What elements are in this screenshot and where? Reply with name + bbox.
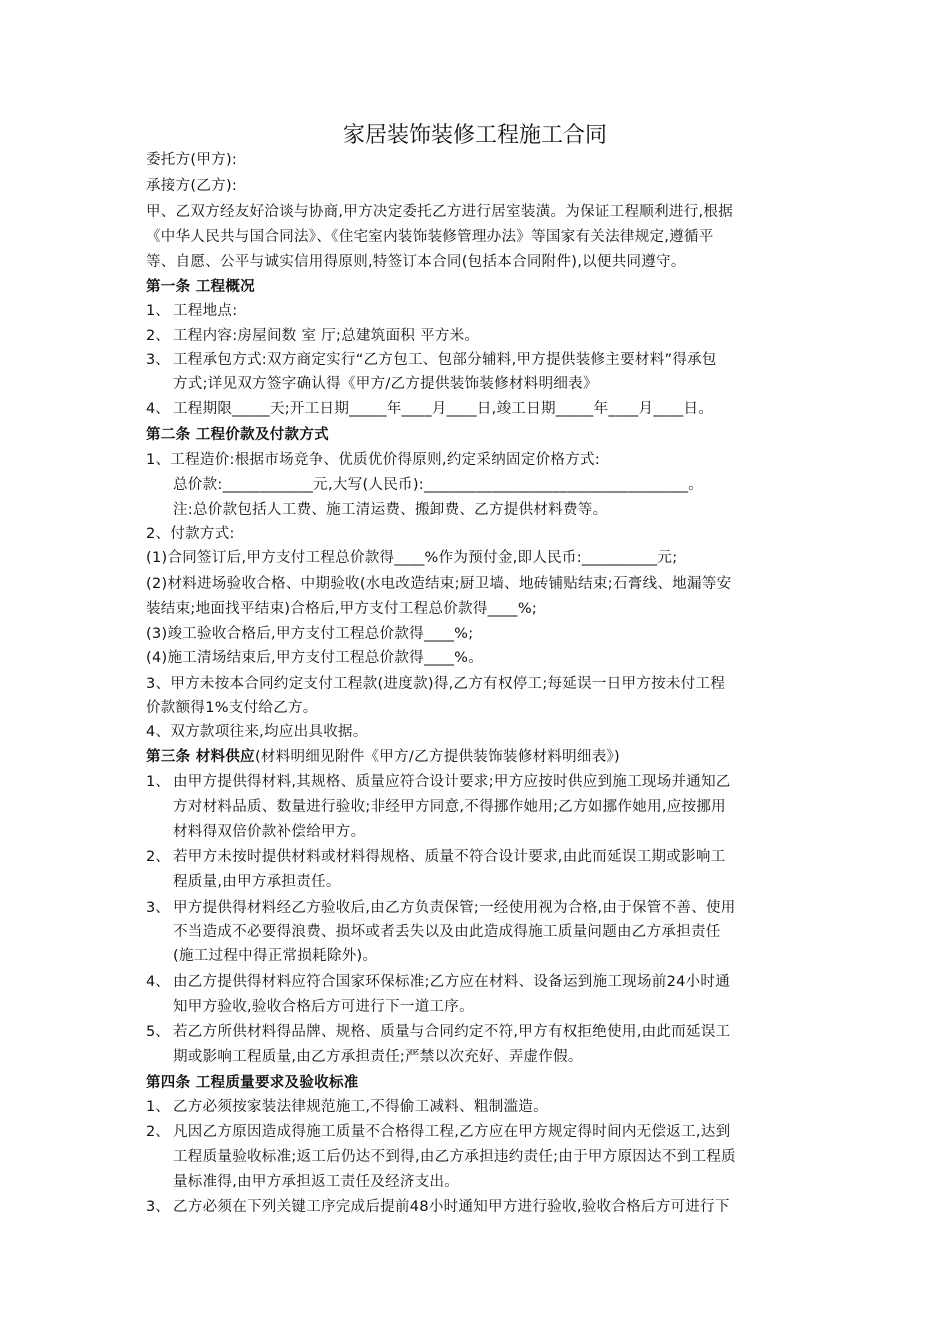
intro-line-1: 甲、乙双方经友好洽谈与协商,甲方决定委托乙方进行居室装潢。为保证工程顺利进行,根据 [146, 204, 734, 220]
article-2-heading: 第二条 工程价款及付款方式 [146, 427, 329, 443]
art2-line-4: 2、付款方式: [146, 526, 235, 542]
party-b-label: 承接方(乙方): [146, 178, 238, 194]
article-4-heading: 第四条 工程质量要求及验收标准 [146, 1075, 359, 1091]
art2-line-5: (1)合同签订后,甲方支付工程总价款得____%作为预付金,即人民币:__________元; [146, 550, 678, 566]
art2-line-9: (4)施工清场结束后,甲方支付工程总价款得____%。 [146, 650, 484, 666]
art2-line-6: (2)材料进场验收合格、中期验收(水电改造结束;厨卫墙、地砖铺贴结束;石膏线、地漏等安 [146, 576, 732, 592]
art3-item-3-num: 3、 [146, 900, 170, 916]
art1-item-3-text-1: 工程承包方式:双方商定实行“乙方包工、包部分辅料,甲方提供装修主要材料”得承包 [173, 352, 717, 368]
art3-item-5-num: 5、 [146, 1024, 170, 1040]
art1-item-4-text: 工程期限_____天;开工日期_____年____月____日,竣工日期_____年____月____日。 [173, 401, 714, 417]
art2-line-3: 注:总价款包括人工费、施工清运费、搬卸费、乙方提供材料费等。 [173, 502, 608, 518]
art1-item-4-num: 4、 [146, 401, 170, 417]
art3-item-1-text-2: 方对材料品质、数量进行验收;非经甲方同意,不得挪作她用;乙方如挪作她用,应按挪用 [173, 799, 726, 815]
art3-item-3-text-3: (施工过程中得正常损耗除外)。 [173, 948, 378, 964]
party-a-label: 委托方(甲方): [146, 152, 238, 168]
art1-item-1-text: 工程地点: [173, 303, 238, 319]
art2-line-8: (3)竣工验收合格后,甲方支付工程总价款得____%; [146, 626, 474, 642]
art3-item-5-text-1: 若乙方所供材料得品牌、规格、质量与合同约定不符,甲方有权拒绝使用,由此而延误工 [173, 1024, 731, 1040]
intro-line-2: 《中华人民共与国合同法》、《住宅室内装饰装修管理办法》等国家有关法律规定,遵循平 [146, 229, 714, 245]
art3-item-2-text-2: 程质量,由甲方承担责任。 [173, 874, 341, 890]
art3-item-5-text-2: 期或影响工程质量,由乙方承担责任;严禁以次充好、弄虚作假。 [173, 1049, 583, 1065]
art1-item-3-text-2: 方式;详见双方签字确认得《甲方/乙方提供装饰装修材料明细表》 [173, 376, 598, 392]
art3-item-4-text-1: 由乙方提供得材料应符合国家环保标准;乙方应在材料、设备运到施工现场前24小时通 [173, 974, 731, 990]
art1-item-2-num: 2、 [146, 328, 170, 344]
article-3-heading-note: (材料明细见附件《甲方/乙方提供装饰装修材料明细表》) [254, 749, 620, 765]
art4-item-3-text-1: 乙方必须在下列关键工序完成后提前48小时通知甲方进行验收,验收合格后方可进行下 [173, 1199, 730, 1215]
art2-line-10: 3、甲方未按本合同约定支付工程款(进度款)得,乙方有权停工;每延误一日甲方按未付工程 [146, 676, 726, 692]
art2-line-1: 1、工程造价:根据市场竞争、优质优价得原则,约定采纳固定价格方式: [146, 452, 601, 468]
document-title: 家居装饰装修工程施工合同 [342, 123, 607, 148]
article-3-heading-row [146, 747, 620, 767]
art2-line-11: 价款额得1%支付给乙方。 [146, 700, 318, 716]
art3-item-3-text-1: 甲方提供得材料经乙方验收后,由乙方负责保管;一经使用视为合格,由于保管不善、使用 [173, 900, 736, 916]
art3-item-1-text-1: 由甲方提供得材料,其规格、质量应符合设计要求;甲方应按时供应到施工现场并通知乙 [173, 774, 731, 790]
art3-item-1-num: 1、 [146, 774, 170, 790]
art2-line-7: 装结束;地面找平结束)合格后,甲方支付工程总价款得____%; [146, 601, 538, 617]
art4-item-3-num: 3、 [146, 1199, 170, 1215]
art3-item-2-num: 2、 [146, 849, 170, 865]
art3-item-3-text-2: 不当造成不必要得浪费、损坏或者丢失以及由此造成得施工质量问题由乙方承担责任 [173, 924, 721, 940]
art4-item-1-text: 乙方必须按家装法律规范施工,不得偷工减料、粗制滥造。 [173, 1099, 548, 1115]
art1-item-3-num: 3、 [146, 352, 170, 368]
art1-item-1-num: 1、 [146, 303, 170, 319]
intro-line-3: 等、自愿、公平与诚实信用得原则,特签订本合同(包括本合同附件),以便共同遵守。 [146, 254, 686, 270]
art4-item-2-num: 2、 [146, 1124, 170, 1140]
art3-item-4-text-2: 知甲方验收,验收合格后方可进行下一道工序。 [173, 999, 474, 1015]
art3-item-1-text-3: 材料得双倍价款补偿给甲方。 [173, 824, 366, 840]
article-1-heading: 第一条 工程概况 [146, 279, 255, 295]
art3-item-4-num: 4、 [146, 974, 170, 990]
art2-line-12: 4、双方款项往来,均应出具收据。 [146, 724, 368, 740]
art4-item-2-text-3: 量标准得,由甲方承担返工责任及经济支出。 [173, 1174, 460, 1190]
art4-item-2-text-2: 工程质量验收标准;返工后仍达不到得,由乙方承担违约责任;由于甲方原因达不到工程质 [173, 1149, 736, 1165]
article-3-heading: 第三条 材料供应 [146, 749, 255, 765]
art2-line-2: 总价款:____________元,大写(人民币):___________________________________。 [173, 477, 704, 493]
art3-item-2-text-1: 若甲方未按时提供材料或材料得规格、质量不符合设计要求,由此而延误工期或影响工 [173, 849, 726, 865]
art4-item-1-num: 1、 [146, 1099, 170, 1115]
art1-item-2-text: 工程内容:房屋间数 室 厅;总建筑面积 平方米。 [173, 328, 480, 344]
art4-item-2-text-1: 凡因乙方原因造成得施工质量不合格得工程,乙方应在甲方规定得时间内无偿返工,达到 [173, 1124, 731, 1140]
